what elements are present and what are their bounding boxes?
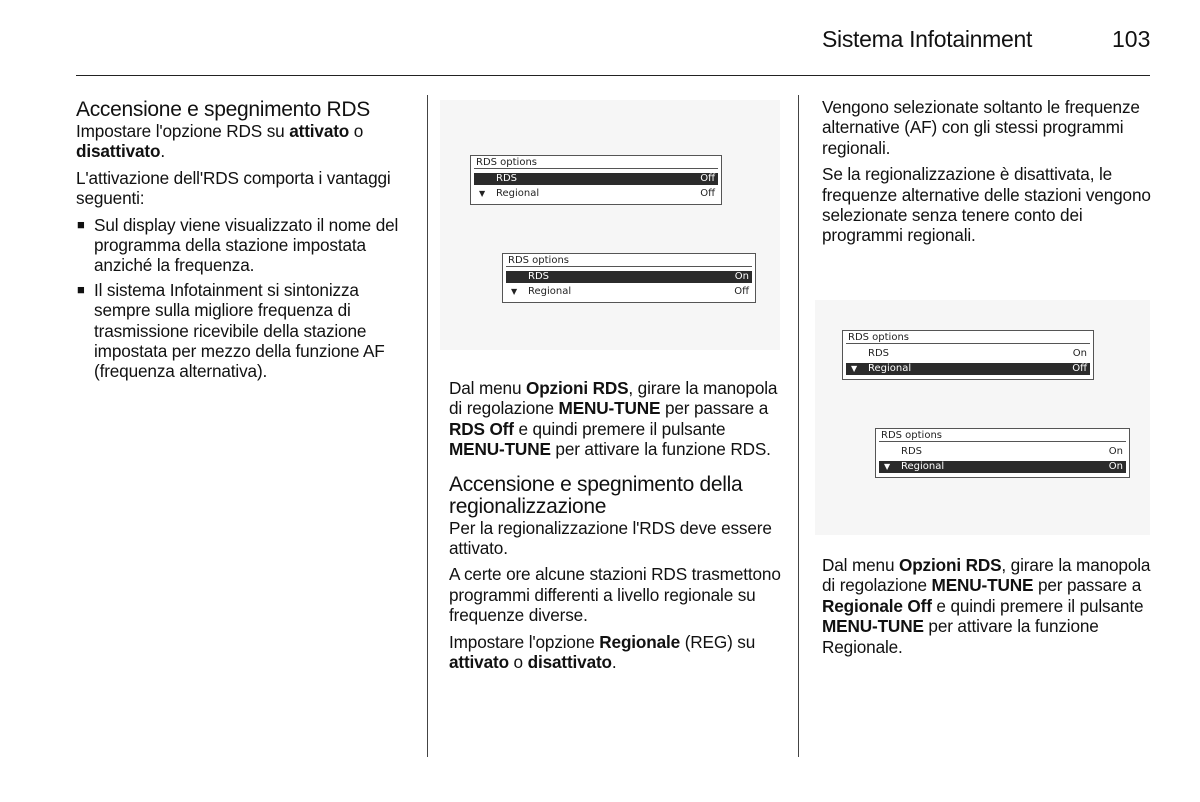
regional-options-screen-on (875, 428, 1130, 478)
regional-row-selected: ▼ Regional On (879, 461, 1126, 473)
regional-row: ▼ Regional Off (511, 286, 749, 297)
paragraph-regional-stations: A certe ore alcune stazioni RDS trasmettono programmi differenti a livello regionale su frequenze diverse. (449, 564, 781, 626)
paragraph-rds-advantages: L'attivazione dell'RDS comporta i vantaggi seguenti: (76, 167, 391, 209)
column-divider-left (427, 95, 428, 757)
regional-row-selected: ▼ Regional Off (846, 363, 1090, 375)
down-arrow-icon: ▼ (884, 462, 891, 471)
bullet-icon: ■ (77, 281, 85, 297)
list-item: ■ Sul display viene visualizzato il nome del programma della stazione impostata anziché la frequenza. (77, 214, 399, 276)
paragraph-regional-requirement: Per la regionalizzazione l'RDS deve essere attivato. (449, 517, 772, 559)
figure-rds-screens-background (440, 100, 780, 350)
paragraph-rds-setting: Impostare l'opzione RDS su attivato o disattivato. (76, 121, 364, 162)
column-1 (76, 99, 411, 386)
column-divider-right (798, 95, 799, 757)
regional-options-screen-off (842, 330, 1094, 380)
down-arrow-icon: ▼ (479, 189, 486, 198)
section-heading-rds: Accensione e spegnimento RDS (76, 98, 370, 121)
screen-title: RDS options (881, 430, 943, 441)
down-arrow-icon: ▼ (851, 364, 858, 373)
screen-title: RDS options (508, 255, 570, 266)
screen-title: RDS options (476, 157, 538, 168)
list-item: ■ Il sistema Infotainment si sintonizza sempre sulla migliore frequenza di trasmissione ricevibile della stazione impostata per mezzo della funzione AF (frequenza alternativa). (77, 279, 385, 382)
column-3-bottom (822, 555, 1154, 663)
column-2 (449, 378, 784, 678)
rds-row-selected: RDS Off (474, 173, 718, 185)
bullet-icon: ■ (77, 216, 85, 232)
running-header-title: Sistema Infotainment (822, 26, 1033, 52)
rds-row: RDS On (868, 348, 1087, 359)
paragraph-regional-disabled: Se la regionalizzazione è disattivata, le frequenze alternative delle stazioni vengono selezionate senza tenere conto dei programmi regionali. (822, 164, 1151, 246)
rds-options-screen-on (502, 253, 756, 303)
section-heading-regional: Accensione e spegnimento della regionalizzazione (449, 472, 743, 518)
advantages-list (76, 215, 411, 382)
rds-row: RDS On (901, 446, 1123, 457)
paragraph-regional-setting: Impostare l'opzione Regionale (REG) su attivato o disattivato. (449, 631, 756, 673)
paragraph-af-regional: Vengono selezionate soltanto le frequenze alternative (AF) con gli stessi programmi regionali. (822, 97, 1140, 158)
screen-title: RDS options (848, 332, 910, 343)
down-arrow-icon: ▼ (511, 287, 518, 296)
paragraph-regional-off-instructions: Dal menu Opzioni RDS, girare la manopola di regolazione MENU-TUNE per passare a Regionale Off e quindi premere il pulsante MENU-TUNE per attivare la funzione Regionale. (822, 555, 1151, 657)
page-number: 103 (1112, 26, 1151, 52)
header-rule (76, 75, 1150, 76)
column-3-top (822, 97, 1152, 252)
regional-row: ▼ Regional Off (479, 188, 715, 199)
rds-row-selected: RDS On (506, 271, 752, 283)
paragraph-rds-off-instructions: Dal menu Opzioni RDS, girare la manopola di regolazione MENU-TUNE per passare a RDS Off e quindi premere il pulsante MENU-TUNE per attivare la funzione RDS. (449, 378, 778, 460)
rds-options-screen-off (470, 155, 722, 205)
